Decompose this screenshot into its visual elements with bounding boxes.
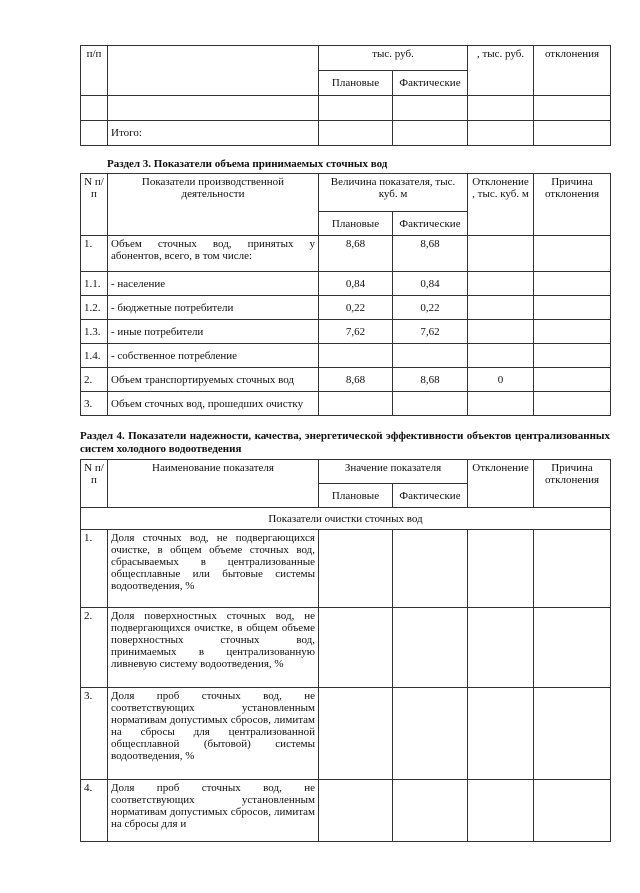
table-cell: 1.4. (81, 344, 108, 368)
table-cell (468, 121, 534, 146)
table-cell (534, 530, 611, 608)
fact-header: Фактические (393, 71, 468, 96)
table-cell: 2. (81, 368, 108, 392)
table-cell: - собственное потребление (108, 344, 319, 368)
table-cell (534, 96, 611, 121)
table-cell (468, 780, 534, 842)
s3-value-header: Величина показателя, тыс. куб. м (319, 174, 468, 212)
s4-reason-header: Причина отклонения (534, 460, 611, 508)
table-row (81, 272, 611, 296)
table-cell (534, 272, 611, 296)
table-row (81, 608, 611, 688)
table-cell: 0,84 (319, 272, 393, 296)
table-cell (468, 296, 534, 320)
table-cell (468, 608, 534, 688)
section4-title: Раздел 4. Показатели надежности, качества, энергетической эффективности объектов централизованных систем холодного водоотведения (80, 430, 610, 455)
table-row (81, 296, 611, 320)
table-cell (534, 780, 611, 842)
table-cell: 0,22 (393, 296, 468, 320)
section3-title: Раздел 3. Показатели объема принимаемых сточных вод (107, 158, 388, 170)
table-row (81, 368, 611, 392)
table-cell: 8,68 (393, 236, 468, 272)
table-cell (393, 344, 468, 368)
table-cell (468, 344, 534, 368)
table-cell: 7,62 (319, 320, 393, 344)
table-cell (534, 344, 611, 368)
table-cell (534, 320, 611, 344)
table-cell (468, 236, 534, 272)
table-cell (319, 688, 393, 780)
table-cell (81, 96, 108, 121)
table-cell (393, 780, 468, 842)
table-cell: 1.3. (81, 320, 108, 344)
table-row (81, 530, 611, 608)
table-continued (80, 45, 611, 146)
table-cell: 0,84 (393, 272, 468, 296)
s4-fact-header: Фактические (393, 484, 468, 508)
table-cell: Доля проб сточных вод, не соответствующих установленным нормативам допустимых сбросов, лимитам на сбросы для централизованной общесплавной (бытовой) системы водоотведения, % (108, 688, 319, 780)
col-deviation-header: , тыс. руб. (468, 46, 534, 96)
col-num-header: п/п (81, 46, 108, 96)
table-cell: - иные потребители (108, 320, 319, 344)
table-row (81, 96, 611, 121)
table-row (81, 688, 611, 780)
section4-table (80, 459, 611, 842)
table-cell (468, 530, 534, 608)
table-cell: 3. (81, 392, 108, 416)
table-cell (534, 688, 611, 780)
table-cell (468, 688, 534, 780)
table-cell: Доля поверхностных сточных вод, не подвергающихся очистке, в общем объеме поверхностных сточных вод, принимаемых в централизованную ливневую систему водоотведения, % (108, 608, 319, 688)
plan-header: Плановые (319, 71, 393, 96)
table-cell: 2. (81, 608, 108, 688)
table-cell (393, 688, 468, 780)
table-cell (468, 392, 534, 416)
table-cell (319, 121, 393, 146)
table-cell (534, 236, 611, 272)
table-cell (393, 608, 468, 688)
table-row (81, 392, 611, 416)
table-cell: 0,22 (319, 296, 393, 320)
table-row (81, 236, 611, 272)
col-money-header: тыс. руб. (319, 46, 468, 71)
table-cell (108, 96, 319, 121)
s4-subheader: Показатели очистки сточных вод (81, 508, 611, 530)
table-cell: 8,68 (393, 368, 468, 392)
s3-plan-header: Плановые (319, 212, 393, 236)
table-cell (534, 608, 611, 688)
section3-table (80, 173, 611, 416)
table-cell: 4. (81, 780, 108, 842)
table-cell (468, 320, 534, 344)
table-cell: 8,68 (319, 236, 393, 272)
table-cell: 1.1. (81, 272, 108, 296)
table-row (81, 344, 611, 368)
table-cell (319, 608, 393, 688)
s3-reason-header: Причина отклонения (534, 174, 611, 236)
s4-name-header: Наименование показателя (108, 460, 319, 508)
table-cell: - население (108, 272, 319, 296)
table-cell (468, 272, 534, 296)
table-cell (81, 121, 108, 146)
table-cell (319, 780, 393, 842)
table-cell: 8,68 (319, 368, 393, 392)
table-cell: 0 (468, 368, 534, 392)
table-cell: Объем транспортируемых сточных вод (108, 368, 319, 392)
table-cell: 7,62 (393, 320, 468, 344)
table-row (81, 780, 611, 842)
table-cell: Доля сточных вод, не подвергающихся очистке, в общем объеме сточных вод, сбрасываемых в централизованные общесплавные или бытовые системы водоотведения, % (108, 530, 319, 608)
table-cell (319, 392, 393, 416)
table-cell (393, 392, 468, 416)
table-cell (319, 96, 393, 121)
table-cell (393, 121, 468, 146)
table-cell (393, 96, 468, 121)
s4-value-header: Значение показателя (319, 460, 468, 484)
table-cell: - бюджетные потребители (108, 296, 319, 320)
table-cell (468, 96, 534, 121)
table-cell: Доля проб сточных вод, не соответствующих установленным нормативам допустимых сбросов, лимитам на сбросы для и (108, 780, 319, 842)
table-cell: 1.2. (81, 296, 108, 320)
s4-num-header: N п/п (81, 460, 108, 508)
table-cell (534, 392, 611, 416)
table-cell (534, 296, 611, 320)
table-row (81, 320, 611, 344)
s4-plan-header: Плановые (319, 484, 393, 508)
table-cell (393, 530, 468, 608)
total-row (81, 121, 611, 146)
table-cell: 1. (81, 236, 108, 272)
col-indicator-header (108, 46, 319, 96)
table-cell (534, 368, 611, 392)
table-cell (319, 344, 393, 368)
s3-num-header: N п/п (81, 174, 108, 236)
total-label: Итого: (108, 121, 319, 146)
table-cell (319, 530, 393, 608)
table-cell: Объем сточных вод, принятых у абонентов, всего, в том числе: (108, 236, 319, 272)
table-cell: Объем сточных вод, прошедших очистку (108, 392, 319, 416)
s3-fact-header: Фактические (393, 212, 468, 236)
table-cell: 3. (81, 688, 108, 780)
s3-indicator-header: Показатели производственной деятельности (108, 174, 319, 236)
s3-deviation-header: Отклонение , тыс. куб. м (468, 174, 534, 236)
table-cell: 1. (81, 530, 108, 608)
s4-deviation-header: Отклонение (468, 460, 534, 508)
col-reason-header: отклонения (534, 46, 611, 96)
table-cell (534, 121, 611, 146)
